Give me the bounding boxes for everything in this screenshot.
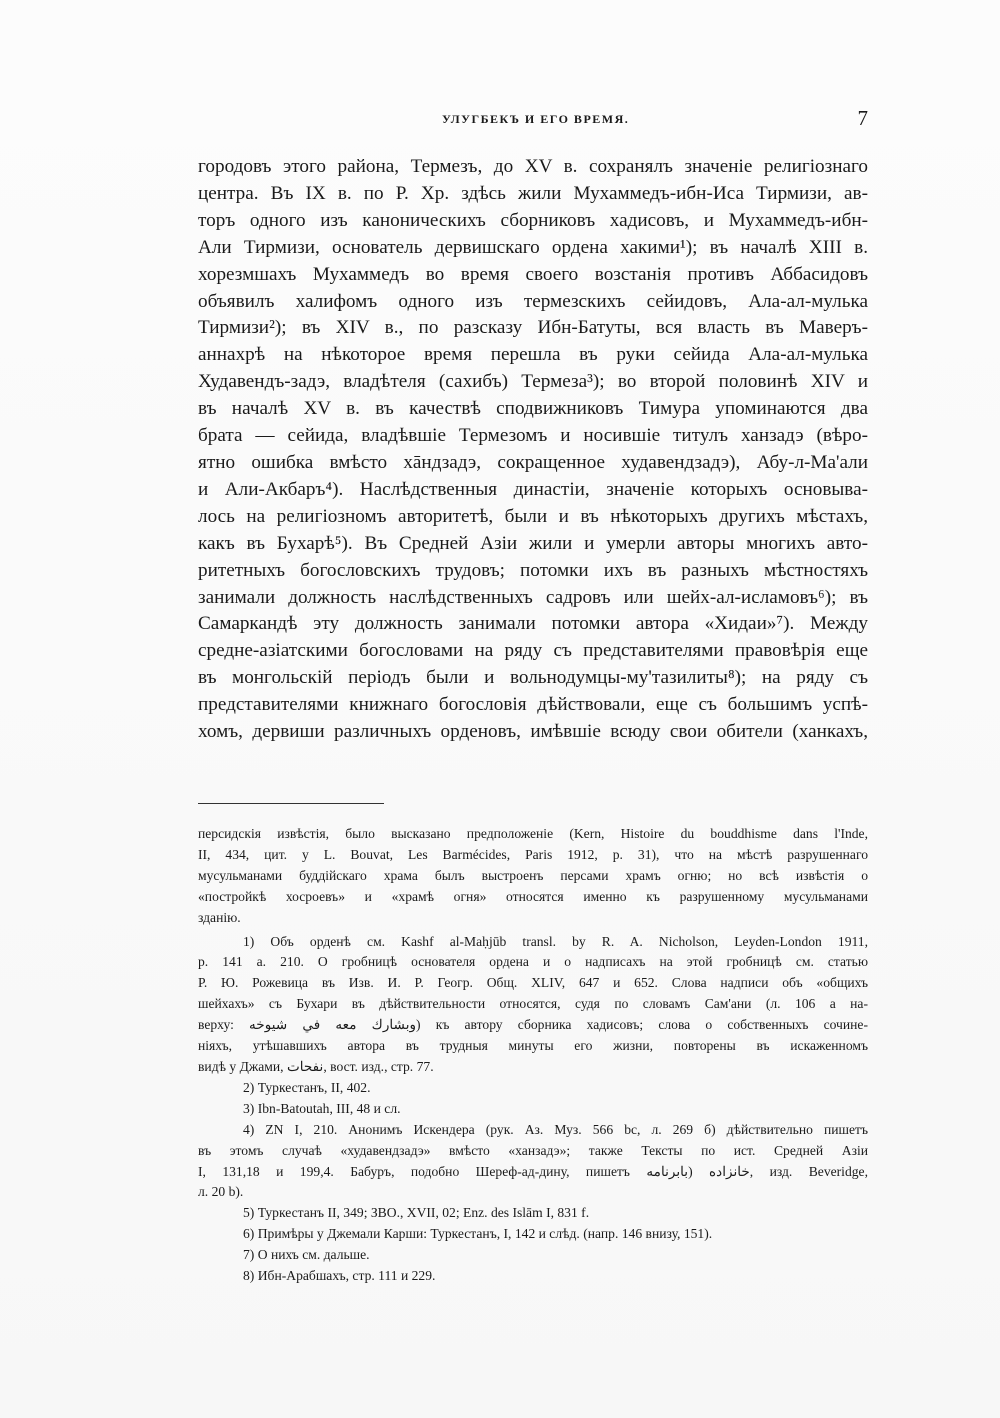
text-line: Али Тирмизи, основатель дервишскаго ордена хакими¹); въ началѣ XIII в. [198, 236, 868, 258]
footnote-2: 2) Туркестанъ, II, 402. [243, 1079, 371, 1095]
text-line: хорезмшахъ Мухаммедъ во время своего возстанія противъ Аббасидовъ [198, 263, 868, 285]
footnote-line: л. 20 b). [198, 1184, 244, 1200]
text-line: въ монгольскій періодъ были и вольнодумцы-му'тазилиты⁸); на ряду съ [198, 667, 868, 689]
footnote-7: 7) О нихъ см. дальше. [243, 1247, 370, 1263]
text-line: какъ въ Бухарѣ⁵). Въ Средней Азіи жили и умерли авторы многихъ авто- [198, 532, 868, 554]
page-number: 7 [857, 106, 868, 130]
footnote-6: 6) Примѣры у Джемали Карши: Туркестанъ, I, 142 и слѣд. (напр. 146 внизу, 151). [243, 1226, 713, 1242]
text-line: занимали должность наслѣдственныхъ садровъ или шейх-ал-исламовъ⁶); въ [198, 586, 868, 608]
text-line: Тирмизи²); въ XIV в., по разсказу Ибн-Батуты, вся власть въ Маверъ- [198, 317, 868, 339]
text-line: Худавендъ-задэ, владѣтеля (сахибъ) Термеза³); во второй половинѣ XIV и [198, 371, 868, 393]
text-line: хомъ, дервиши различныхъ орденовъ, имѣвшіе всюду свои обители (ханкахъ, [198, 721, 868, 743]
footnote-8: 8) Ибн-Арабшахъ, стр. 111 и 229. [243, 1268, 436, 1284]
footnote-4: 4) ZN I, 210. Анонимъ Искендера (рук. Аз. Муз. 566 bc, л. 269 б) дѣйствительно пишетъ [243, 1121, 868, 1137]
running-head-title: УЛУГБЕКЪ И ЕГО ВРЕМЯ. [442, 112, 630, 126]
footnote-line: персидскія извѣстія, было высказано предположеніе (Kern, Histoire du bouddhisme dans l'Inde, [198, 826, 868, 841]
footnote-line: ніяхъ, утѣшавшихъ автора въ трудныя минуты его жизни, повторены въ искаженномъ [198, 1038, 868, 1054]
footnote-line: II, 434, цит. у L. Bouvat, Les Barmécides, Paris 1912, p. 31), что на мѣстѣ разрушеннаго [198, 846, 868, 862]
footnote-line: p. 141 a. 210. О гробницѣ основателя ордена и о надписахъ на этой гробницѣ см. статью [198, 954, 868, 970]
text-line: и Али-Акбаръ⁴). Наслѣдственныя династіи, значеніе которыхъ основыва- [198, 478, 868, 500]
text-line: ритетныхъ богословскихъ трудовъ; потомки ихъ въ разныхъ мѣстностяхъ [198, 559, 868, 581]
footnote-line: верху: وبشارك معه في شيوخه) къ автору сборника хадисовъ; слова о собственныхъ сочине- [198, 1017, 868, 1033]
footnote-line: I, 131,18 и 199,4. Бабуръ, подобно Шереф-ад-дину, пишетъ خانزاده (بابرنامه, изд. Beveridge, [198, 1163, 868, 1179]
footnote-5: 5) Туркестанъ II, 349; ЗВО., XVII, 02; Enz. des Islām I, 831 f. [243, 1205, 590, 1221]
text-line: аннахрѣ на нѣкоторое время перешла въ руки сейида Ала-ал-мулька [198, 344, 868, 366]
footnote-1: 1) Объ орденѣ см. Kashf al-Maḥjūb transl. by R. A. Nicholson, Leyden-London 1911, [243, 933, 868, 949]
footnote-line: «постройкѣ хосроевъ» и «храмѣ огня» относятся именно къ разрушенному мусульманами [198, 888, 868, 904]
footnote-line: шейхахъ» съ Бухари въ дѣйствительности относятся, судя по словамъ Сам'ани (л. 106 a на- [198, 996, 868, 1012]
text-line: представителями книжнаго богословія дѣйствовали, еще съ большимъ успѣ- [198, 694, 868, 716]
text-line: торъ одного изъ каноническихъ сборниковъ хадисовъ, и Мухаммедъ-ибн- [198, 209, 868, 231]
text-line: центра. Въ IX в. по Р. Хр. здѣсь жили Мухаммедъ-ибн-Иса Тирмизи, ав- [198, 182, 868, 204]
main-text [198, 154, 868, 746]
footnote-line: видѣ у Джами, نفحات, вост. изд., стр. 77. [198, 1058, 434, 1074]
text-line: въ началѣ XV в. въ качествѣ сподвижниковъ Тимура упоминаются два [198, 398, 868, 420]
footnote-line: въ этомъ случаѣ «худавендзадэ» вмѣсто «ханзадэ»; также Тексты по ист. Средней Азіи [198, 1142, 868, 1158]
text-line: лось на религіозномъ авторитетѣ, были и въ нѣкоторыхъ другихъ мѣстахъ, [198, 505, 868, 527]
running-head [198, 108, 870, 132]
footnote-divider [198, 803, 384, 804]
footnote-line: мусульманами буддійскаго храма былъ выстроенъ персами храмъ огню; но всѣ извѣстія о [198, 867, 868, 883]
footnote-line: Р. Ю. Рожевица въ Изв. И. Р. Геогр. Общ. XLIV, 647 и 652. Слова надписи объ «общихъ [198, 975, 868, 991]
text-line: объявилъ халифомъ одного изъ термезскихъ сейидовъ, Ала-ал-мулька [198, 290, 868, 312]
text-line: средне-азіатскими богословами на ряду съ представителями правовѣрія еще [198, 640, 868, 662]
text-line: городовъ этого района, Термезъ, до XV в. сохранялъ значеніе религіознаго [198, 156, 868, 177]
text-line: ятно ошибка вмѣсто хāндзадэ, сокращенное худавендзадэ), Абу-л-Ма'али [198, 451, 868, 473]
footnote-3: 3) Ibn-Batoutah, III, 48 и сл. [243, 1100, 401, 1116]
text-line: брата — сейида, владѣвшіе Термезомъ и носившіе титулъ ханзадэ (вѣро- [198, 425, 868, 447]
text-line: Самаркандѣ эту должность занимали потомки автора «Хидаи»⁷). Между [198, 613, 868, 635]
footnotes [198, 824, 868, 1287]
footnote-line: зданію. [198, 909, 241, 925]
